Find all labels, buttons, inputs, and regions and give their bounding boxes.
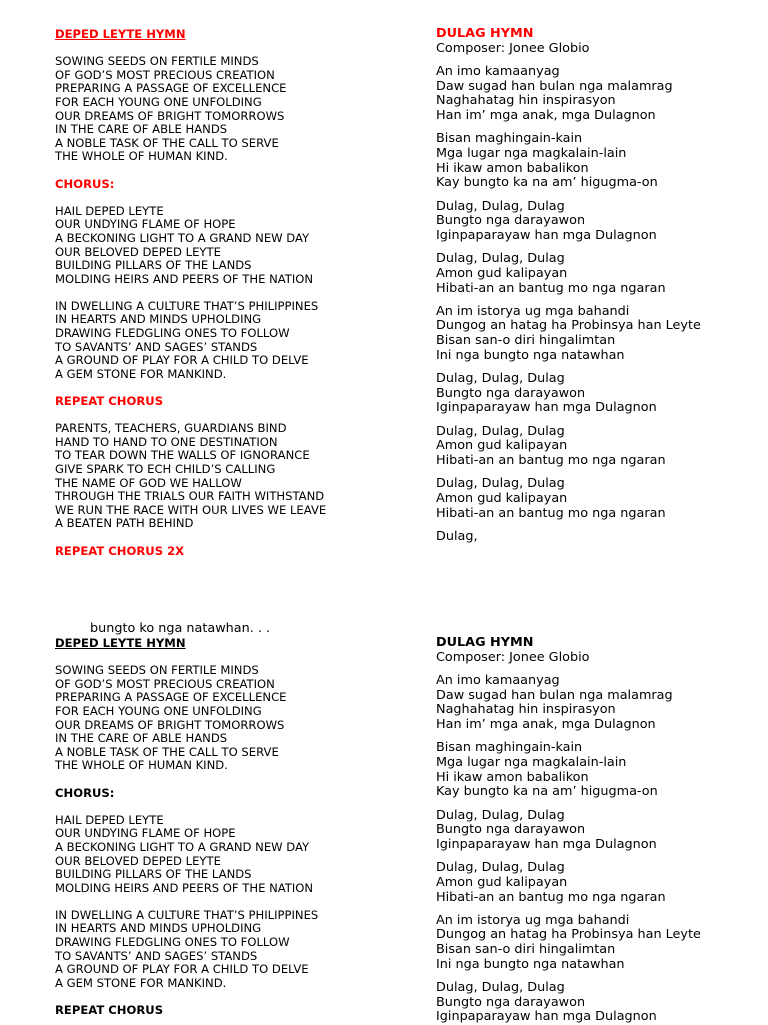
lyric-line: Dungog an hatag ha Probinsya han Leyte bbox=[436, 927, 701, 943]
lyric-line: Bungto nga darayawon bbox=[436, 385, 586, 401]
lyric-line: Mga lugar nga magkalain-lain bbox=[436, 145, 627, 161]
lyric-line: Hibati-an an bantug mo nga ngaran bbox=[436, 505, 666, 521]
lyric-line: Iginpaparayaw han mga Dulagnon bbox=[436, 227, 657, 243]
lyric-line: An imo kamaanyag bbox=[436, 672, 560, 688]
lyric-line: Dulag, Dulag, Dulag bbox=[436, 198, 565, 214]
composer: Composer: Jonee Globio bbox=[436, 40, 590, 56]
lyric-line: Hi ikaw amon babalikon bbox=[436, 160, 589, 176]
lyric-line: OUR UNDYING FLAME OF HOPE bbox=[55, 217, 236, 232]
lyric-line: OUR BELOVED DEPED LEYTE bbox=[55, 244, 221, 259]
verse bbox=[55, 55, 385, 164]
lyric-line: Bisan san-o diri hingalimtan bbox=[436, 333, 616, 349]
lyric-line: Kay bungto ka na am’ higugma-on bbox=[436, 784, 658, 800]
lyric-line: Ini nga bungto nga natawhan bbox=[436, 956, 625, 972]
lyric-line: An imo kamaanyag bbox=[436, 63, 560, 79]
lyric-line: PREPARING A PASSAGE OF EXCELLENCE bbox=[55, 81, 287, 96]
lyric-line: TO SAVANTS’ AND SAGES’ STANDS bbox=[55, 948, 258, 963]
chorus bbox=[55, 205, 385, 287]
stanza bbox=[436, 200, 756, 244]
lyric-line: Bungto nga darayawon bbox=[436, 822, 586, 838]
stanza bbox=[436, 132, 756, 191]
stanza bbox=[436, 477, 756, 521]
lyric-line: Amon gud kalipayan bbox=[436, 490, 568, 506]
lyric-line: Amon gud kalipayan bbox=[436, 438, 568, 454]
lyric-line: IN THE CARE OF ABLE HANDS bbox=[55, 731, 228, 746]
lyric-line: WE RUN THE RACE WITH OUR LIVES WE LEAVE bbox=[55, 502, 327, 517]
lyric-line: Amon gud kalipayan bbox=[436, 265, 568, 281]
stanza bbox=[436, 809, 756, 853]
lyric-line: OF GOD’S MOST PRECIOUS CREATION bbox=[55, 676, 275, 691]
lyric-line: Bungto nga darayawon bbox=[436, 213, 586, 229]
lyric-line: Hi ikaw amon babalikon bbox=[436, 769, 589, 785]
lyric-line: OUR DREAMS OF BRIGHT TOMORROWS bbox=[55, 108, 285, 123]
lyric-line: IN HEARTS AND MINDS UPHOLDING bbox=[55, 921, 262, 936]
lyric-line: A NOBLE TASK OF THE CALL TO SERVE bbox=[55, 135, 279, 150]
lyric-line: HAIL DEPED LEYTE bbox=[55, 812, 164, 827]
lyric-line: SOWING SEEDS ON FERTILE MINDS bbox=[55, 663, 259, 678]
hymn-title: DEPED LEYTE HYMN bbox=[55, 27, 186, 41]
chorus-label: CHORUS: bbox=[55, 785, 115, 800]
lyric-line: GIVE SPARK TO ECH CHILD’S CALLING bbox=[55, 462, 276, 476]
stanza-list bbox=[436, 56, 756, 544]
lyric-line: Hibati-an an bantug mo nga ngaran bbox=[436, 889, 666, 905]
lyric-line: Han im’ mga anak, mga Dulagnon bbox=[436, 717, 656, 733]
bottom-deped-hymn bbox=[55, 637, 385, 1018]
hymn-title: DULAG HYMN bbox=[436, 635, 534, 650]
lyric-line: Hibati-an an bantug mo nga ngaran bbox=[436, 280, 666, 296]
lyric-line: DRAWING FLEDGLING ONES TO FOLLOW bbox=[55, 935, 290, 950]
top-dulag-hymn bbox=[436, 27, 756, 545]
stanza bbox=[436, 674, 756, 733]
lyric-line: BUILDING PILLARS OF THE LANDS bbox=[55, 867, 252, 882]
lyric-line: Bisan maghingain-kain bbox=[436, 131, 583, 147]
stanza bbox=[436, 741, 756, 800]
stanza bbox=[436, 981, 756, 1025]
lyric-line: Bungto nga darayawon bbox=[436, 994, 586, 1010]
verse bbox=[55, 664, 385, 773]
bottom-dulag-hymn bbox=[436, 636, 756, 1025]
lyric-line: THE WHOLE OF HUMAN KIND. bbox=[55, 149, 228, 164]
lyric-line: THE WHOLE OF HUMAN KIND. bbox=[55, 758, 228, 773]
stanza bbox=[436, 372, 756, 416]
lyric-line: OUR BELOVED DEPED LEYTE bbox=[55, 853, 221, 868]
lyric-line: Iginpaparayaw han mga Dulagnon bbox=[436, 836, 657, 852]
lyric-line: Kay bungto ka na am’ higugma-on bbox=[436, 175, 658, 191]
lyric-line: Iginpaparayaw han mga Dulagnon bbox=[436, 1009, 657, 1025]
lyric-line: Han im’ mga anak, mga Dulagnon bbox=[436, 108, 656, 124]
lyric-line: Dungog an hatag ha Probinsya han Leyte bbox=[436, 318, 701, 334]
lyric-line: A BECKONING LIGHT TO A GRAND NEW DAY bbox=[55, 230, 310, 245]
lyric-line: A BECKONING LIGHT TO A GRAND NEW DAY bbox=[55, 839, 310, 854]
lyric-line: Dulag, Dulag, Dulag bbox=[436, 980, 565, 996]
chorus-label: CHORUS: bbox=[55, 176, 115, 191]
top-deped-hymn bbox=[55, 28, 385, 558]
lyric-line: MOLDING HEIRS AND PEERS OF THE NATION bbox=[55, 271, 314, 286]
repeat-chorus: REPEAT CHORUS bbox=[55, 394, 164, 409]
lyric-line: THROUGH THE TRIALS OUR FAITH WITHSTAND bbox=[55, 489, 325, 504]
lyric-line: Ini nga bungto nga natawhan bbox=[436, 347, 625, 363]
lyric-line: IN THE CARE OF ABLE HANDS bbox=[55, 122, 228, 137]
lyric-line: Dulag, Dulag, Dulag bbox=[436, 860, 565, 876]
hymn-title: DEPED LEYTE HYMN bbox=[55, 636, 186, 650]
lyric-line: DRAWING FLEDGLING ONES TO FOLLOW bbox=[55, 326, 290, 341]
lyric-line: PARENTS, TEACHERS, GUARDIANS BIND bbox=[55, 421, 287, 436]
stanza-list bbox=[436, 665, 756, 1025]
lyric-line: Amon gud kalipayan bbox=[436, 874, 568, 890]
stanza bbox=[436, 530, 756, 545]
lyric-line: IN DWELLING A CULTURE THAT’S PHILIPPINES bbox=[55, 907, 319, 922]
lyric-line: Dulag, bbox=[436, 528, 478, 544]
lyric-line: BUILDING PILLARS OF THE LANDS bbox=[55, 258, 252, 273]
lyric-line: Iginpaparayaw han mga Dulagnon bbox=[436, 400, 657, 416]
stanza bbox=[436, 305, 756, 364]
lyric-line: HAND TO HAND TO ONE DESTINATION bbox=[55, 434, 278, 449]
lyric-line: A GEM STONE FOR MANKIND. bbox=[55, 366, 227, 381]
lyric-line: Daw sugad han bulan nga malamrag bbox=[436, 78, 673, 94]
lyric-line: MOLDING HEIRS AND PEERS OF THE NATION bbox=[55, 880, 314, 895]
lyric-line: An im istorya ug mga bahandi bbox=[436, 303, 630, 319]
stanza bbox=[436, 914, 756, 973]
lyric-line: SOWING SEEDS ON FERTILE MINDS bbox=[55, 54, 259, 69]
lyric-line: PREPARING A PASSAGE OF EXCELLENCE bbox=[55, 690, 287, 705]
chorus bbox=[55, 814, 385, 896]
hymn-title: DULAG HYMN bbox=[436, 26, 534, 41]
stanza bbox=[436, 425, 756, 469]
lyric-line: HAIL DEPED LEYTE bbox=[55, 203, 164, 218]
lyric-line: THE NAME OF GOD WE HALLOW bbox=[55, 475, 242, 490]
lyric-line: TO TEAR DOWN THE WALLS OF IGNORANCE bbox=[55, 448, 310, 463]
lyric-line: IN HEARTS AND MINDS UPHOLDING bbox=[55, 312, 262, 327]
lyric-line: An im istorya ug mga bahandi bbox=[436, 912, 630, 928]
lyric-line: FOR EACH YOUNG ONE UNFOLDING bbox=[55, 703, 262, 718]
lyric-line: Dulag, Dulag, Dulag bbox=[436, 476, 565, 492]
lyric-line: OF GOD’S MOST PRECIOUS CREATION bbox=[55, 67, 275, 82]
lyric-line: A BEATEN PATH BEHIND bbox=[55, 516, 194, 531]
lyric-line: A GROUND OF PLAY FOR A CHILD TO DELVE bbox=[55, 353, 309, 368]
lyric-line: IN DWELLING A CULTURE THAT’S PHILIPPINES bbox=[55, 298, 319, 313]
lyric-line: FOR EACH YOUNG ONE UNFOLDING bbox=[55, 94, 262, 109]
repeat-chorus-2x: REPEAT CHORUS 2X bbox=[55, 543, 185, 558]
lyric-line: A GROUND OF PLAY FOR A CHILD TO DELVE bbox=[55, 962, 309, 977]
lyric-line: OUR DREAMS OF BRIGHT TOMORROWS bbox=[55, 717, 285, 732]
stanza bbox=[436, 252, 756, 296]
lyric-line: A GEM STONE FOR MANKIND. bbox=[55, 975, 227, 990]
continuation-line: bungto ko nga natawhan. . . bbox=[90, 621, 271, 636]
lyric-line: Dulag, Dulag, Dulag bbox=[436, 807, 565, 823]
lyric-line: Bisan san-o diri hingalimtan bbox=[436, 942, 616, 958]
stanza bbox=[436, 65, 756, 124]
composer: Composer: Jonee Globio bbox=[436, 649, 590, 665]
repeat-chorus: REPEAT CHORUS bbox=[55, 1003, 164, 1018]
lyric-line: Hibati-an an bantug mo nga ngaran bbox=[436, 453, 666, 469]
lyric-line: OUR UNDYING FLAME OF HOPE bbox=[55, 826, 236, 841]
lyric-line: Naghahatag hin inspirasyon bbox=[436, 93, 616, 109]
verse bbox=[55, 300, 385, 382]
lyric-line: Bisan maghingain-kain bbox=[436, 740, 583, 756]
stanza bbox=[436, 861, 756, 905]
lyric-line: Dulag, Dulag, Dulag bbox=[436, 251, 565, 267]
lyric-line: Mga lugar nga magkalain-lain bbox=[436, 754, 627, 770]
verse bbox=[55, 909, 385, 991]
verse bbox=[55, 422, 385, 531]
lyric-line: A NOBLE TASK OF THE CALL TO SERVE bbox=[55, 744, 279, 759]
lyric-line: Dulag, Dulag, Dulag bbox=[436, 371, 565, 387]
lyric-line: Dulag, Dulag, Dulag bbox=[436, 423, 565, 439]
lyric-line: TO SAVANTS’ AND SAGES’ STANDS bbox=[55, 339, 258, 354]
lyric-line: Daw sugad han bulan nga malamrag bbox=[436, 687, 673, 703]
lyric-line: Naghahatag hin inspirasyon bbox=[436, 702, 616, 718]
